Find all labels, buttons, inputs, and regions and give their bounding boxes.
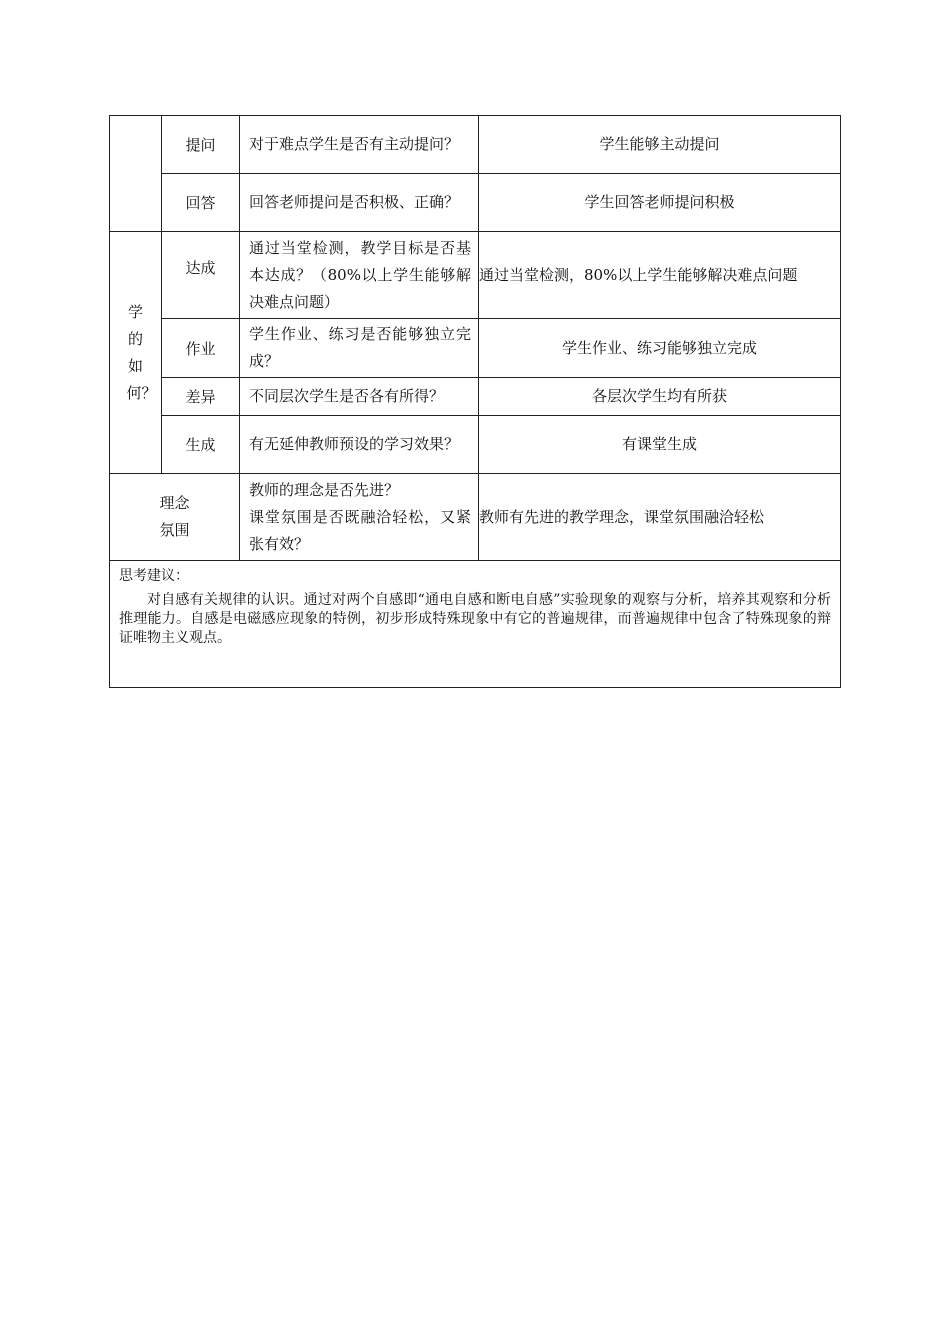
criterion-answer: 各层次学生均有所获 [479, 378, 841, 416]
table-row [110, 174, 841, 232]
table-row [110, 319, 841, 378]
environment-question-line1: 教师的理念是否先进？ [249, 480, 400, 499]
table-row [110, 232, 841, 319]
reflection-cell [110, 561, 841, 688]
environment-label-cell [110, 474, 240, 561]
category-cell-learning [110, 232, 162, 474]
criterion-question: 有无延伸教师预设的学习效果？ [240, 416, 479, 474]
criterion-label: 提问 [162, 116, 240, 174]
evaluation-sheet [109, 115, 841, 688]
criterion-answer: 学生能够主动提问 [479, 116, 841, 174]
criterion-answer: 有课堂生成 [479, 416, 841, 474]
criterion-answer: 学生回答老师提问积极 [479, 174, 841, 232]
environment-label-line2: 氛围 [159, 521, 190, 539]
criterion-question: 不同层次学生是否各有所得？ [240, 378, 479, 416]
category-cell-blank [110, 116, 162, 232]
environment-question-line2: 课堂氛围是否既融洽轻松，又紧张有效？ [249, 507, 471, 553]
criterion-answer: 学生作业、练习能够独立完成 [479, 319, 841, 378]
table-row [110, 378, 841, 416]
criterion-question: 学生作业、练习是否能够独立完成？ [240, 319, 479, 378]
table-row [110, 474, 841, 561]
table-row [110, 561, 841, 688]
environment-answer: 教师有先进的教学理念，课堂氛围融洽轻松 [479, 474, 841, 561]
criterion-question: 通过当堂检测，教学目标是否基本达成？（80%以上学生能够解决难点问题） [240, 232, 479, 319]
reflection-body: 对自感有关规律的认识。通过对两个自感即“通电自感和断电自感”实验现象的观察与分析，培养其观察和分析推理能力。自感是电磁感应现象的特例，初步形成特殊现象中有它的普遍规律，而普遍规律中包含了特殊现象的辩证唯物主义观点。 [119, 592, 831, 646]
reflection-label: 思考建议： [119, 568, 189, 584]
environment-question [240, 474, 479, 561]
criterion-question: 回答老师提问是否积极、正确？ [240, 174, 479, 232]
environment-label-line1: 理念 [159, 494, 190, 512]
criterion-label: 达成 [162, 232, 240, 319]
criterion-question: 对于难点学生是否有主动提问？ [240, 116, 479, 174]
criterion-label: 作业 [162, 319, 240, 378]
table-row [110, 416, 841, 474]
criterion-label: 差异 [162, 378, 240, 416]
category-label-learning: 学的如何？ [126, 302, 157, 402]
criterion-label: 回答 [162, 174, 240, 232]
table-row [110, 116, 841, 174]
criterion-label: 生成 [162, 416, 240, 474]
evaluation-table [109, 115, 841, 688]
criterion-answer: 通过当堂检测，80%以上学生能够解决难点问题 [479, 232, 841, 319]
